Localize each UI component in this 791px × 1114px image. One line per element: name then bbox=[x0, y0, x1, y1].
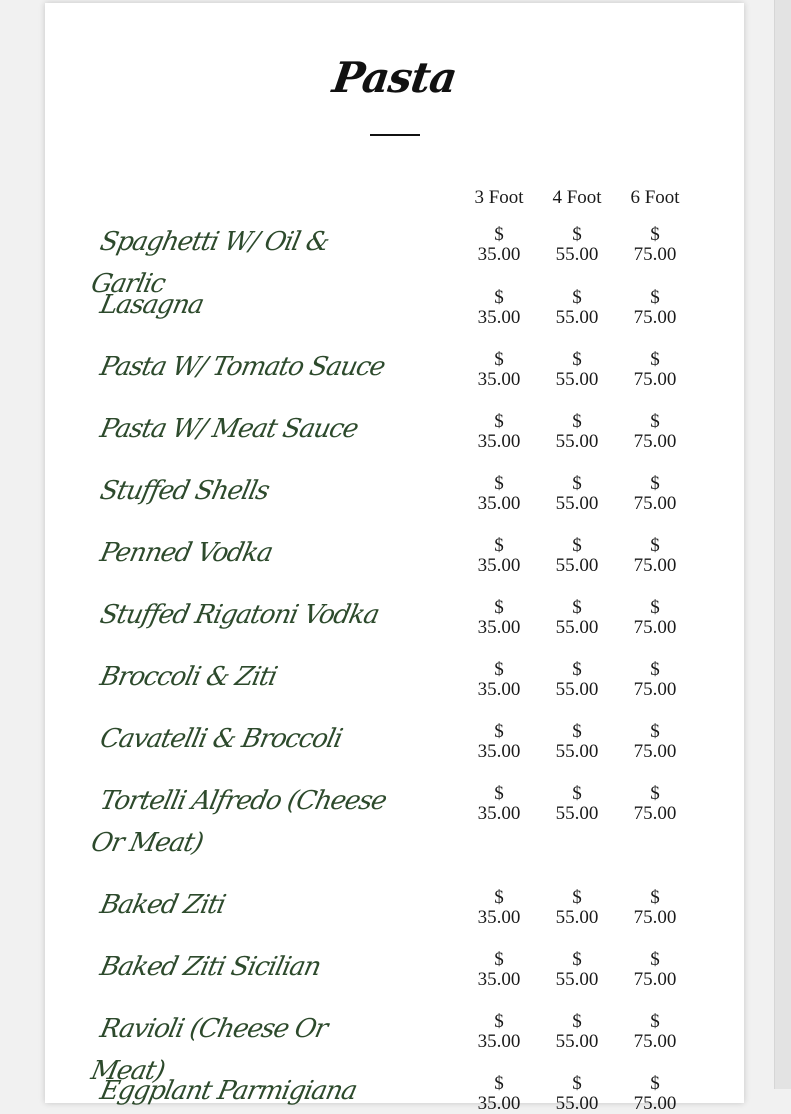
price-amount: 55.00 bbox=[555, 307, 599, 328]
menu-item-name: Penned Vodka bbox=[97, 538, 275, 568]
menu-item-price bbox=[537, 598, 617, 638]
menu-item-name: Pasta W/ Meat Sauce bbox=[97, 414, 361, 444]
price-amount: 55.00 bbox=[555, 1031, 599, 1052]
price-currency: $ bbox=[572, 224, 582, 245]
price-amount: 35.00 bbox=[477, 741, 521, 762]
price-amount: 35.00 bbox=[477, 617, 521, 638]
price-currency: $ bbox=[572, 287, 582, 308]
price-amount: 35.00 bbox=[477, 1093, 521, 1114]
menu-item-name: Tortelli Alfredo (Cheese Or Meat) bbox=[88, 786, 389, 858]
menu-item-name: Spaghetti W/ Oil & Garlic bbox=[88, 227, 332, 299]
menu-item-name: Cavatelli & Broccoli bbox=[97, 724, 345, 754]
price-amount: 55.00 bbox=[555, 555, 599, 576]
menu-item-price bbox=[615, 888, 695, 928]
menu-item-price bbox=[537, 350, 617, 390]
menu-item-price bbox=[459, 888, 539, 928]
price-amount: 75.00 bbox=[633, 969, 677, 990]
menu-item-price bbox=[615, 288, 695, 328]
price-amount: 75.00 bbox=[633, 803, 677, 824]
price-amount: 55.00 bbox=[555, 1093, 599, 1114]
menu-item-price bbox=[615, 950, 695, 990]
menu-item-price bbox=[459, 288, 539, 328]
price-currency: $ bbox=[650, 411, 660, 432]
price-currency: $ bbox=[572, 949, 582, 970]
price-currency: $ bbox=[650, 949, 660, 970]
price-amount: 55.00 bbox=[555, 617, 599, 638]
menu-item-price bbox=[459, 784, 539, 824]
price-amount: 55.00 bbox=[555, 741, 599, 762]
price-amount: 75.00 bbox=[633, 244, 677, 265]
menu-item-price bbox=[459, 412, 539, 452]
menu-item-price bbox=[537, 412, 617, 452]
menu-item-name: Baked Ziti Sicilian bbox=[97, 952, 323, 982]
scrollbar-track[interactable] bbox=[774, 0, 791, 1089]
price-currency: $ bbox=[494, 887, 504, 908]
menu-item-price bbox=[537, 1074, 617, 1114]
price-currency: $ bbox=[572, 597, 582, 618]
menu-item-price bbox=[459, 598, 539, 638]
price-currency: $ bbox=[650, 224, 660, 245]
menu-item-price bbox=[615, 598, 695, 638]
menu-item-price bbox=[459, 722, 539, 762]
price-currency: $ bbox=[650, 721, 660, 742]
price-amount: 75.00 bbox=[633, 431, 677, 452]
menu-item-price bbox=[537, 950, 617, 990]
price-currency: $ bbox=[494, 349, 504, 370]
price-amount: 35.00 bbox=[477, 679, 521, 700]
price-amount: 75.00 bbox=[633, 679, 677, 700]
menu-item-price bbox=[615, 784, 695, 824]
price-currency: $ bbox=[650, 597, 660, 618]
price-currency: $ bbox=[650, 659, 660, 680]
menu-item-price bbox=[459, 474, 539, 514]
column-header-6-foot: 6 Foot bbox=[630, 187, 680, 208]
menu-item-price bbox=[537, 660, 617, 700]
menu-item-price bbox=[537, 474, 617, 514]
price-amount: 55.00 bbox=[555, 493, 599, 514]
price-currency: $ bbox=[650, 887, 660, 908]
price-amount: 35.00 bbox=[477, 369, 521, 390]
price-amount: 35.00 bbox=[477, 555, 521, 576]
price-amount: 75.00 bbox=[633, 1031, 677, 1052]
price-amount: 55.00 bbox=[555, 803, 599, 824]
menu-item-price bbox=[615, 225, 695, 265]
price-amount: 35.00 bbox=[477, 1031, 521, 1052]
menu-item-price bbox=[615, 1012, 695, 1052]
column-header-3-foot: 3 Foot bbox=[474, 187, 524, 208]
menu-card bbox=[45, 3, 744, 1114]
menu-item-price bbox=[615, 722, 695, 762]
price-amount: 55.00 bbox=[555, 431, 599, 452]
price-currency: $ bbox=[572, 1073, 582, 1094]
price-currency: $ bbox=[494, 224, 504, 245]
price-amount: 75.00 bbox=[633, 617, 677, 638]
menu-item-price bbox=[459, 1074, 539, 1114]
menu-item-price bbox=[615, 350, 695, 390]
price-amount: 35.00 bbox=[477, 803, 521, 824]
price-currency: $ bbox=[650, 473, 660, 494]
price-amount: 35.00 bbox=[477, 493, 521, 514]
price-currency: $ bbox=[494, 1011, 504, 1032]
price-amount: 35.00 bbox=[477, 907, 521, 928]
price-amount: 55.00 bbox=[555, 679, 599, 700]
menu-item-price bbox=[615, 660, 695, 700]
price-amount: 55.00 bbox=[555, 244, 599, 265]
price-amount: 75.00 bbox=[633, 1093, 677, 1114]
price-currency: $ bbox=[572, 411, 582, 432]
menu-item-price bbox=[459, 1012, 539, 1052]
price-currency: $ bbox=[650, 287, 660, 308]
price-currency: $ bbox=[572, 783, 582, 804]
section-title: Pasta bbox=[329, 53, 460, 102]
price-currency: $ bbox=[494, 411, 504, 432]
menu-item-price bbox=[537, 288, 617, 328]
price-amount: 75.00 bbox=[633, 307, 677, 328]
price-currency: $ bbox=[572, 535, 582, 556]
price-currency: $ bbox=[572, 1011, 582, 1032]
menu-item-name: Baked Ziti bbox=[97, 890, 228, 920]
price-amount: 55.00 bbox=[555, 907, 599, 928]
menu-item-name: Broccoli & Ziti bbox=[97, 662, 280, 692]
price-currency: $ bbox=[650, 1073, 660, 1094]
price-amount: 75.00 bbox=[633, 741, 677, 762]
price-amount: 75.00 bbox=[633, 907, 677, 928]
price-currency: $ bbox=[572, 721, 582, 742]
menu-item-name: Lasagna bbox=[97, 290, 206, 320]
price-amount: 35.00 bbox=[477, 969, 521, 990]
price-currency: $ bbox=[494, 287, 504, 308]
price-currency: $ bbox=[650, 535, 660, 556]
menu-item-price bbox=[615, 536, 695, 576]
menu-item-price bbox=[459, 225, 539, 265]
menu-item-price bbox=[537, 536, 617, 576]
menu-item-price bbox=[615, 412, 695, 452]
price-currency: $ bbox=[494, 659, 504, 680]
price-currency: $ bbox=[494, 949, 504, 970]
menu-item-price bbox=[615, 474, 695, 514]
price-amount: 55.00 bbox=[555, 369, 599, 390]
price-currency: $ bbox=[572, 887, 582, 908]
price-amount: 55.00 bbox=[555, 969, 599, 990]
price-currency: $ bbox=[572, 349, 582, 370]
price-currency: $ bbox=[494, 721, 504, 742]
price-amount: 75.00 bbox=[633, 369, 677, 390]
menu-item-price bbox=[459, 950, 539, 990]
price-currency: $ bbox=[494, 597, 504, 618]
menu-item-price bbox=[459, 660, 539, 700]
menu-item-price bbox=[459, 536, 539, 576]
price-currency: $ bbox=[494, 1073, 504, 1094]
price-currency: $ bbox=[572, 659, 582, 680]
menu-item-price bbox=[537, 225, 617, 265]
price-currency: $ bbox=[650, 349, 660, 370]
price-currency: $ bbox=[650, 1011, 660, 1032]
price-currency: $ bbox=[494, 473, 504, 494]
menu-item-price bbox=[537, 722, 617, 762]
menu-item-name: Stuffed Shells bbox=[97, 476, 272, 506]
price-amount: 35.00 bbox=[477, 307, 521, 328]
title-divider bbox=[370, 134, 420, 136]
price-amount: 75.00 bbox=[633, 493, 677, 514]
price-currency: $ bbox=[572, 473, 582, 494]
price-currency: $ bbox=[494, 783, 504, 804]
menu-item-name: Eggplant Parmigiana bbox=[97, 1076, 360, 1106]
price-amount: 35.00 bbox=[477, 244, 521, 265]
menu-item-name: Ravioli (Cheese Or Meat) bbox=[88, 1014, 330, 1086]
price-amount: 75.00 bbox=[633, 555, 677, 576]
menu-item-name: Stuffed Rigatoni Vodka bbox=[97, 600, 382, 630]
menu-item-price bbox=[615, 1074, 695, 1114]
menu-item-price bbox=[537, 888, 617, 928]
price-currency: $ bbox=[650, 783, 660, 804]
price-currency: $ bbox=[494, 535, 504, 556]
menu-item-price bbox=[459, 350, 539, 390]
menu-item-price bbox=[537, 1012, 617, 1052]
menu-item-name: Pasta W/ Tomato Sauce bbox=[97, 352, 388, 382]
column-header-4-foot: 4 Foot bbox=[552, 187, 602, 208]
price-amount: 35.00 bbox=[477, 431, 521, 452]
menu-item-price bbox=[537, 784, 617, 824]
